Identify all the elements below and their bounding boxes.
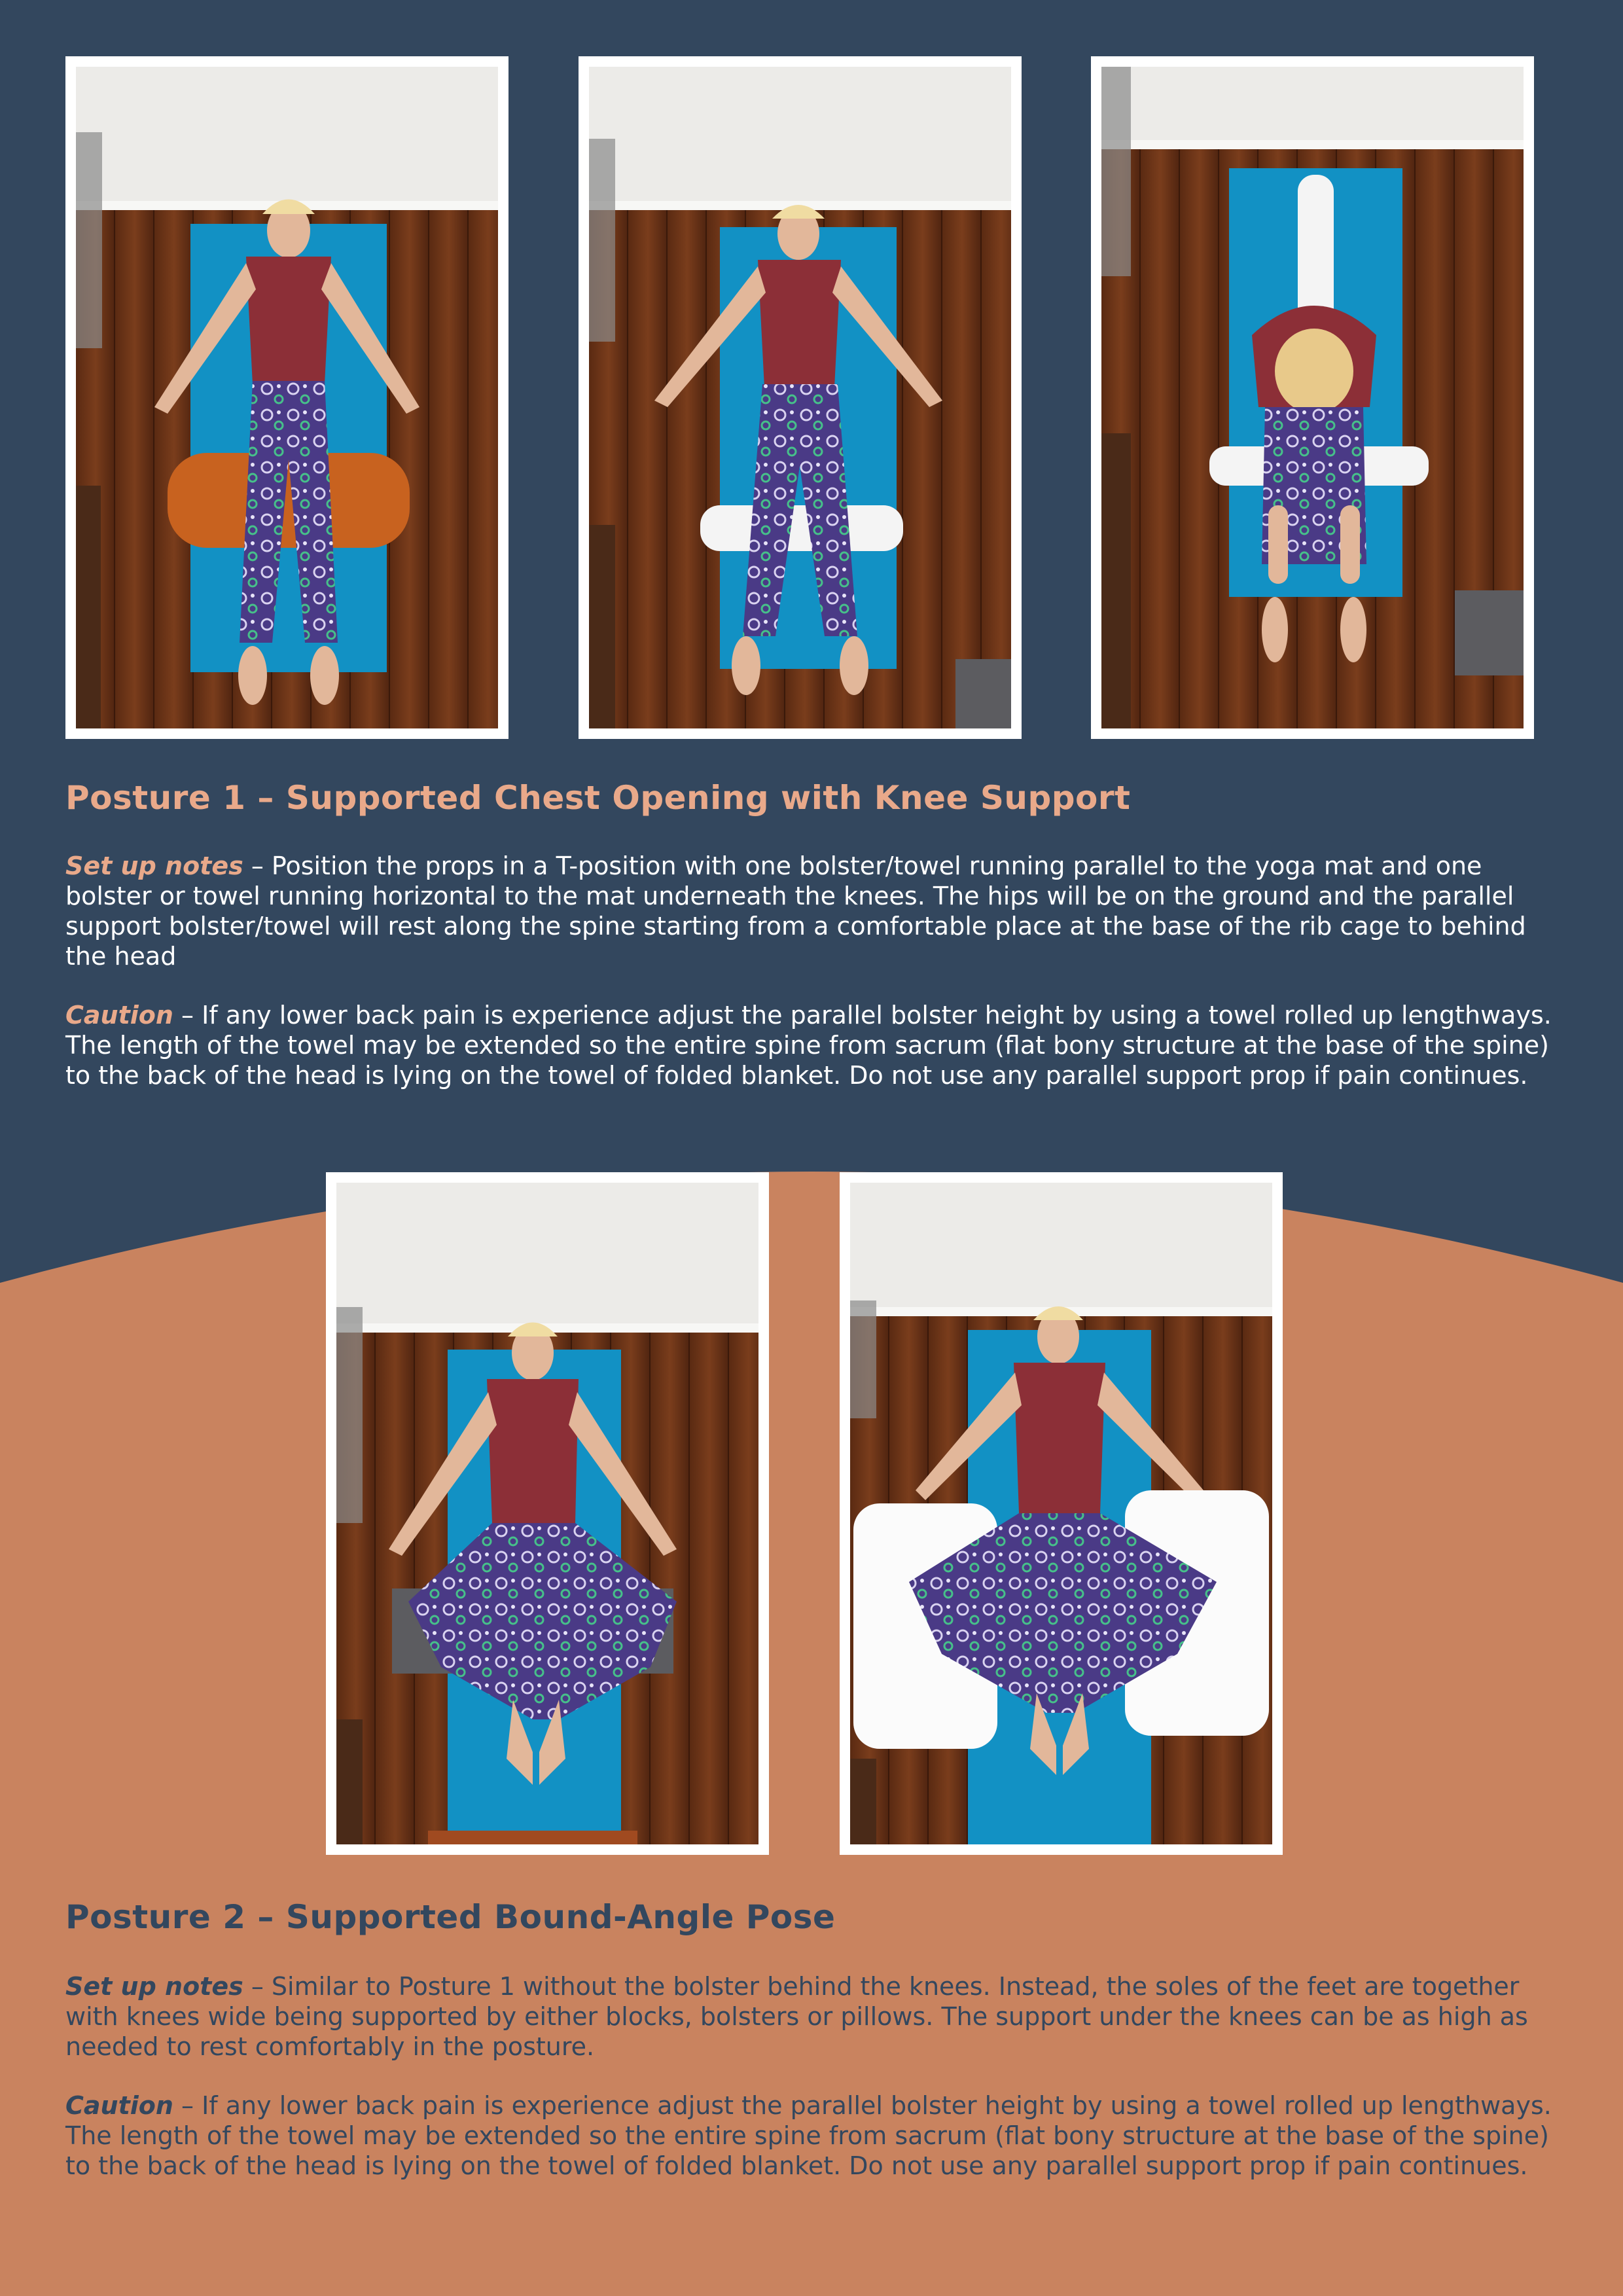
photo-posture2-blocks (326, 1172, 769, 1855)
posture2-setup-label: Set up notes (65, 1972, 243, 2001)
posture1-caution-text: – If any lower back pain is experience adjust the parallel bolster height by using a towel rolled up lengthways. The length of the towel may be extended so the entire spine from sacrum (flat bony structure at the base of the spine) to the back of the head is lying on the towel of folded blanket. Do not use any parallel support prop if pain continues. (65, 1001, 1552, 1090)
posture2-caution-text: – If any lower back pain is experience adjust the parallel bolster height by using a towel rolled up lengthways. The length of the towel may be extended so the entire spine from sacrum (flat bony structure at the base of the spine) to the back of the head is lying on the towel of folded blanket. Do not use any parallel support prop if pain continues. (65, 2091, 1552, 2180)
photo-posture1-towel (579, 56, 1022, 739)
posture2-caution-label: Caution (65, 2091, 173, 2120)
posture1-caution-label: Caution (65, 1001, 173, 1030)
posture1-caution (65, 1000, 1571, 1090)
posture1-setup-text: – Position the props in a T-position with one bolster/towel running parallel to the yoga mat and one bolster or towel running horizontal to the mat underneath the knees. The hips will be on the ground and the parallel support bolster/towel will rest along the spine starting from a comfortable place at the base of the rib cage to behind the head (65, 852, 1526, 971)
posture2-setup-text: – Similar to Posture 1 without the bolster behind the knees. Instead, the soles of the feet are together with knees wide being supported by either blocks, bolsters or pillows. The support under the knees can be as high as needed to rest comfortably in the posture. (65, 1972, 1528, 2061)
posture2-caution (65, 2090, 1571, 2181)
posture2-title: Posture 2 – Supported Bound-Angle Pose (65, 1898, 836, 1936)
photo-posture1-setup (1091, 56, 1534, 739)
photo-posture1-bolster (65, 56, 508, 739)
photo-posture2-pillows (840, 1172, 1283, 1855)
posture1-setup-notes (65, 851, 1571, 971)
posture2-setup-notes (65, 1971, 1571, 2062)
posture1-title: Posture 1 – Supported Chest Opening with Knee Support (65, 779, 1131, 817)
posture1-setup-label: Set up notes (65, 852, 243, 880)
